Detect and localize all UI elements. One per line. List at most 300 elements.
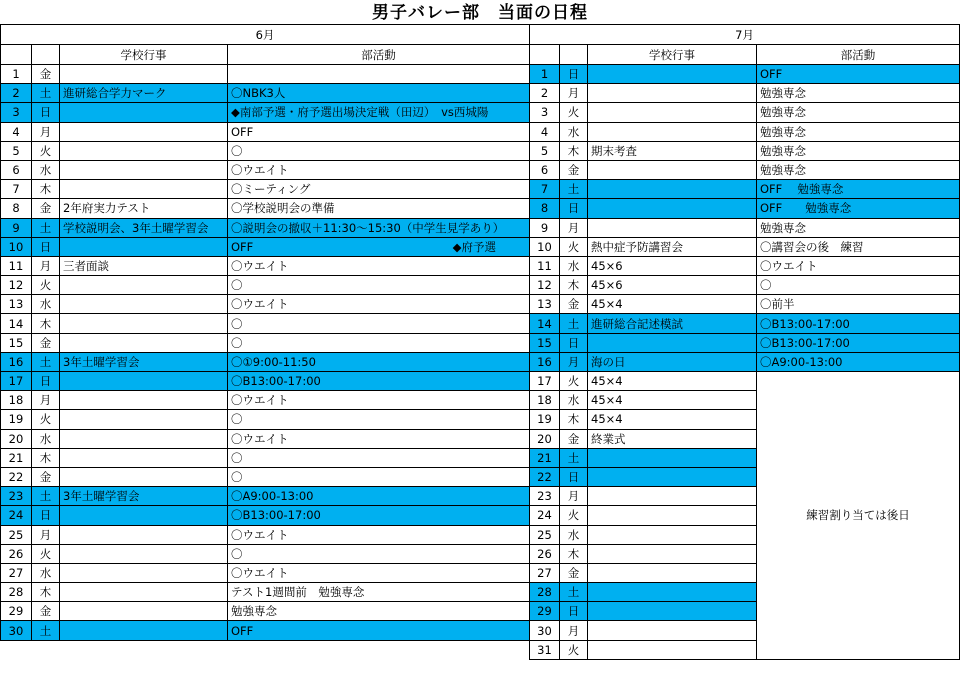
school-event xyxy=(60,180,228,199)
day-number: 1 xyxy=(1,65,32,84)
schedule-row xyxy=(1,487,530,506)
school-event xyxy=(588,448,757,467)
schedule-row xyxy=(1,410,530,429)
weekday: 日 xyxy=(32,372,60,391)
weekday: 火 xyxy=(32,544,60,563)
weekday: 木 xyxy=(32,314,60,333)
club-activity-text: 〇ウエイト xyxy=(760,258,818,273)
school-event xyxy=(60,276,228,295)
school-event xyxy=(60,141,228,160)
day-number: 28 xyxy=(530,583,560,602)
day-number: 13 xyxy=(1,295,32,314)
club-activity xyxy=(228,544,530,563)
club-activity-text: ◆南部予選・府予選出場決定戦（田辺） vs西城陽 xyxy=(231,105,489,120)
schedule-row xyxy=(1,84,530,103)
day-number: 29 xyxy=(1,602,32,621)
schedule-row xyxy=(530,199,960,218)
club-activity-text: 〇A9:00-13:00 xyxy=(231,489,314,504)
club-activity-text: 〇 xyxy=(231,470,243,485)
weekday: 水 xyxy=(560,122,588,141)
day-number: 2 xyxy=(1,84,32,103)
school-event xyxy=(60,295,228,314)
club-activity-text: 勉強専念 xyxy=(760,220,806,235)
day-number: 1 xyxy=(530,65,560,84)
club-activity xyxy=(757,256,960,275)
club-notes-merged: 練習割り当ては後日 xyxy=(757,372,960,660)
schedule-row xyxy=(530,160,960,179)
school-event xyxy=(588,84,757,103)
school-event: 期末考査 xyxy=(588,141,757,160)
weekday: 水 xyxy=(560,256,588,275)
school-event xyxy=(588,621,757,640)
club-activity-text: OFF 勉強専念 xyxy=(760,182,844,197)
schedule-row xyxy=(1,180,530,199)
day-number: 22 xyxy=(530,467,560,486)
weekday: 火 xyxy=(32,141,60,160)
day-number: 19 xyxy=(530,410,560,429)
schedule-row xyxy=(1,314,530,333)
school-event: 45×6 xyxy=(588,276,757,295)
club-activity-text: 〇B13:00-17:00 xyxy=(760,335,850,350)
weekday: 木 xyxy=(560,544,588,563)
club-activity xyxy=(228,65,530,84)
club-activity-text: OFF xyxy=(760,67,783,82)
club-activity-text: 〇 xyxy=(231,412,243,427)
club-activity xyxy=(228,602,530,621)
day-number: 18 xyxy=(1,391,32,410)
weekday: 土 xyxy=(32,621,60,640)
club-activity-text: 〇①9:00-11:50 xyxy=(231,354,316,369)
club-activity xyxy=(757,160,960,179)
day-number: 10 xyxy=(530,237,560,256)
schedule-row xyxy=(1,448,530,467)
club-activity xyxy=(228,141,530,160)
day-column-header xyxy=(530,45,560,65)
weekday: 水 xyxy=(32,295,60,314)
school-events-header: 学校行事 xyxy=(588,45,757,65)
day-number: 2 xyxy=(530,84,560,103)
schedule-row xyxy=(1,563,530,582)
school-event xyxy=(588,487,757,506)
schedule-row xyxy=(1,602,530,621)
weekday: 土 xyxy=(32,84,60,103)
club-activity xyxy=(228,314,530,333)
schedule-row xyxy=(530,256,960,275)
weekday: 日 xyxy=(560,467,588,486)
day-number: 14 xyxy=(530,314,560,333)
club-activity-text: 〇ウエイト xyxy=(231,431,289,446)
day-number: 24 xyxy=(530,506,560,525)
club-activity xyxy=(228,333,530,352)
club-activity-text: 〇 xyxy=(231,316,243,331)
schedule-row xyxy=(530,141,960,160)
club-activity xyxy=(228,429,530,448)
weekday: 日 xyxy=(32,103,60,122)
school-event xyxy=(60,544,228,563)
school-event xyxy=(60,448,228,467)
club-activity-text: OFF xyxy=(231,124,254,139)
club-activity-text: 〇 xyxy=(231,546,243,561)
schedule-row xyxy=(1,237,530,256)
day-number: 11 xyxy=(1,256,32,275)
schedule-row xyxy=(1,276,530,295)
june-schedule-table xyxy=(0,24,530,641)
club-activity xyxy=(228,525,530,544)
day-number: 10 xyxy=(1,237,32,256)
school-event: 進研総合記述模試 xyxy=(588,314,757,333)
day-number: 23 xyxy=(530,487,560,506)
schedule-row xyxy=(1,295,530,314)
school-event: 3年土曜学習会 xyxy=(60,352,228,371)
schedule-row xyxy=(530,218,960,237)
day-number: 20 xyxy=(1,429,32,448)
schedule-row xyxy=(530,276,960,295)
club-activity xyxy=(228,160,530,179)
schedule-row xyxy=(530,295,960,314)
club-activity xyxy=(228,391,530,410)
school-event xyxy=(588,506,757,525)
schedule-row xyxy=(1,141,530,160)
weekday: 日 xyxy=(32,237,60,256)
club-activities-header: 部活動 xyxy=(228,45,530,65)
school-event: 熱中症予防講習会 xyxy=(588,237,757,256)
club-activity-text: 〇B13:00-17:00 xyxy=(760,316,850,331)
club-activity-text: 〇NBK3人 xyxy=(231,86,286,101)
school-event xyxy=(60,372,228,391)
club-activity xyxy=(757,314,960,333)
school-event xyxy=(60,122,228,141)
weekday: 火 xyxy=(32,410,60,429)
club-activity-text: 〇A9:00-13:00 xyxy=(760,354,843,369)
club-activity-text: 勉強専念 xyxy=(760,143,806,158)
club-activity xyxy=(228,506,530,525)
day-number: 9 xyxy=(1,218,32,237)
day-number: 27 xyxy=(1,563,32,582)
day-number: 3 xyxy=(1,103,32,122)
weekday: 金 xyxy=(32,65,60,84)
weekday: 水 xyxy=(32,160,60,179)
weekday: 水 xyxy=(560,391,588,410)
schedule-row xyxy=(530,314,960,333)
club-activity xyxy=(757,103,960,122)
schedule-row xyxy=(1,391,530,410)
weekday: 土 xyxy=(560,180,588,199)
club-activity xyxy=(757,122,960,141)
weekday: 火 xyxy=(32,276,60,295)
day-number: 5 xyxy=(530,141,560,160)
schedule-row xyxy=(1,583,530,602)
school-event xyxy=(588,640,757,659)
schedule-row xyxy=(1,199,530,218)
weekday: 金 xyxy=(560,429,588,448)
school-event xyxy=(60,602,228,621)
weekday: 月 xyxy=(560,621,588,640)
club-activity-text: 〇ウエイト xyxy=(231,163,289,178)
school-event xyxy=(588,544,757,563)
day-number: 15 xyxy=(530,333,560,352)
day-number: 25 xyxy=(530,525,560,544)
schedule-row xyxy=(1,467,530,486)
club-activity-text: 〇学校説明会の準備 xyxy=(231,201,335,216)
school-event xyxy=(60,314,228,333)
club-activity xyxy=(228,180,530,199)
weekday: 木 xyxy=(32,583,60,602)
club-activity xyxy=(228,487,530,506)
school-event: 2年府実力テスト xyxy=(60,199,228,218)
school-event xyxy=(60,333,228,352)
weekday: 金 xyxy=(560,563,588,582)
day-number: 26 xyxy=(530,544,560,563)
weekday: 月 xyxy=(32,122,60,141)
day-number: 17 xyxy=(1,372,32,391)
weekday: 土 xyxy=(560,583,588,602)
schedule-row xyxy=(530,65,960,84)
club-activity xyxy=(757,84,960,103)
club-activity-text: 勉強専念 xyxy=(231,604,277,619)
club-activity xyxy=(228,84,530,103)
day-number: 4 xyxy=(530,122,560,141)
club-activity-text: 〇B13:00-17:00 xyxy=(231,374,321,389)
schedule-row xyxy=(1,218,530,237)
day-number: 23 xyxy=(1,487,32,506)
schedule-row xyxy=(530,372,960,391)
school-event xyxy=(588,218,757,237)
weekday: 月 xyxy=(560,84,588,103)
school-event xyxy=(588,122,757,141)
day-number: 7 xyxy=(1,180,32,199)
club-activity xyxy=(228,352,530,371)
day-number: 15 xyxy=(1,333,32,352)
weekday: 日 xyxy=(32,506,60,525)
day-number: 16 xyxy=(1,352,32,371)
club-activity-text: 〇 xyxy=(231,143,243,158)
club-activity xyxy=(757,237,960,256)
month-header: 7月 xyxy=(530,25,960,45)
club-activity-text: 勉強専念 xyxy=(760,163,806,178)
day-number: 6 xyxy=(530,160,560,179)
school-event: 三者面談 xyxy=(60,256,228,275)
school-event: 海の日 xyxy=(588,352,757,371)
club-activity xyxy=(228,256,530,275)
school-event xyxy=(60,621,228,640)
weekday: 月 xyxy=(560,487,588,506)
day-number: 25 xyxy=(1,525,32,544)
club-activity xyxy=(228,583,530,602)
club-activity-text: 勉強専念 xyxy=(760,86,806,101)
weekday: 金 xyxy=(32,467,60,486)
weekday: 金 xyxy=(560,160,588,179)
weekday: 水 xyxy=(32,429,60,448)
club-activity xyxy=(757,218,960,237)
school-event xyxy=(60,467,228,486)
schedule-row xyxy=(1,525,530,544)
page-title: 男子バレー部 当面の日程 xyxy=(372,3,588,23)
school-event: 45×6 xyxy=(588,256,757,275)
school-event: 進研総合学力マーク xyxy=(60,84,228,103)
weekday: 木 xyxy=(32,448,60,467)
day-number: 30 xyxy=(1,621,32,640)
school-event xyxy=(60,410,228,429)
club-activity xyxy=(228,218,530,237)
school-event xyxy=(60,237,228,256)
schedule-row xyxy=(530,103,960,122)
school-event xyxy=(588,583,757,602)
schedule-row xyxy=(530,237,960,256)
club-activity xyxy=(228,103,530,122)
school-event xyxy=(588,525,757,544)
school-event xyxy=(588,160,757,179)
weekday: 火 xyxy=(560,237,588,256)
schedule-row xyxy=(530,352,960,371)
club-activity xyxy=(757,180,960,199)
weekday: 金 xyxy=(32,199,60,218)
weekday: 月 xyxy=(32,256,60,275)
club-activity-text: 〇 xyxy=(231,335,243,350)
club-activity xyxy=(757,352,960,371)
july-schedule-table xyxy=(529,24,960,660)
school-event xyxy=(60,160,228,179)
schedule-row xyxy=(1,256,530,275)
weekday: 日 xyxy=(560,199,588,218)
day-number: 28 xyxy=(1,583,32,602)
schedule-row xyxy=(530,180,960,199)
day-number: 21 xyxy=(1,448,32,467)
club-activity xyxy=(228,563,530,582)
weekday: 月 xyxy=(560,218,588,237)
weekday: 日 xyxy=(560,602,588,621)
weekday-column-header xyxy=(32,45,60,65)
school-event xyxy=(588,333,757,352)
day-number: 26 xyxy=(1,544,32,563)
weekday: 水 xyxy=(32,563,60,582)
schedule-row xyxy=(1,352,530,371)
day-number: 12 xyxy=(1,276,32,295)
club-activity xyxy=(228,295,530,314)
weekday: 木 xyxy=(560,141,588,160)
weekday: 火 xyxy=(560,103,588,122)
school-event: 3年土曜学習会 xyxy=(60,487,228,506)
school-event xyxy=(588,467,757,486)
school-event: 終業式 xyxy=(588,429,757,448)
schedule-row xyxy=(1,122,530,141)
club-activity-text: 〇ミーティング xyxy=(231,182,311,197)
club-activity-text: テスト1週間前 勉強専念 xyxy=(231,585,365,600)
day-number: 29 xyxy=(530,602,560,621)
weekday: 月 xyxy=(32,391,60,410)
club-activity-text: 〇前半 xyxy=(760,297,795,312)
schedule-row xyxy=(530,84,960,103)
school-event: 学校説明会、3年土曜学習会 xyxy=(60,218,228,237)
day-number: 24 xyxy=(1,506,32,525)
day-number: 13 xyxy=(530,295,560,314)
day-number: 4 xyxy=(1,122,32,141)
schedule-row xyxy=(1,65,530,84)
weekday: 火 xyxy=(560,506,588,525)
club-activity xyxy=(228,448,530,467)
club-activity xyxy=(757,141,960,160)
weekday: 土 xyxy=(560,448,588,467)
club-activity-text: 〇ウエイト xyxy=(231,527,289,542)
club-activity-text: OFF xyxy=(231,239,254,254)
club-activity xyxy=(757,276,960,295)
club-activity-text: 〇講習会の後 練習 xyxy=(760,239,864,254)
club-activity xyxy=(757,199,960,218)
weekday: 金 xyxy=(32,602,60,621)
weekday: 土 xyxy=(32,352,60,371)
club-activity xyxy=(228,199,530,218)
weekday: 土 xyxy=(560,314,588,333)
weekday: 火 xyxy=(560,640,588,659)
school-event xyxy=(60,583,228,602)
day-number: 5 xyxy=(1,141,32,160)
schedule-row xyxy=(1,506,530,525)
club-activity-text: 〇 xyxy=(231,450,243,465)
club-activity-text: 勉強専念 xyxy=(760,105,806,120)
school-event xyxy=(588,65,757,84)
club-activity xyxy=(228,621,530,640)
weekday: 土 xyxy=(32,218,60,237)
club-activity xyxy=(228,467,530,486)
school-event xyxy=(60,391,228,410)
school-event xyxy=(588,103,757,122)
school-event: 45×4 xyxy=(588,372,757,391)
schedule-row xyxy=(1,429,530,448)
club-activity xyxy=(228,237,530,256)
day-number: 31 xyxy=(530,640,560,659)
weekday: 月 xyxy=(560,352,588,371)
day-number: 16 xyxy=(530,352,560,371)
school-event xyxy=(60,506,228,525)
club-activity-text: 〇 xyxy=(760,278,772,293)
club-activity-text: 〇ウエイト xyxy=(231,258,289,273)
schedule-row xyxy=(1,621,530,640)
school-event xyxy=(588,602,757,621)
day-number: 22 xyxy=(1,467,32,486)
club-activity xyxy=(757,333,960,352)
school-event xyxy=(588,180,757,199)
month-header: 6月 xyxy=(1,25,530,45)
weekday: 木 xyxy=(32,180,60,199)
day-number: 18 xyxy=(530,391,560,410)
day-number: 27 xyxy=(530,563,560,582)
day-column-header xyxy=(1,45,32,65)
weekday: 月 xyxy=(32,525,60,544)
schedule-row xyxy=(1,103,530,122)
weekday: 金 xyxy=(32,333,60,352)
club-activity xyxy=(228,410,530,429)
club-activity xyxy=(228,276,530,295)
club-activity xyxy=(757,65,960,84)
weekday: 木 xyxy=(560,276,588,295)
day-number: 21 xyxy=(530,448,560,467)
club-activity-extra: ◆府予選 xyxy=(452,239,496,254)
day-number: 19 xyxy=(1,410,32,429)
school-event xyxy=(588,563,757,582)
school-event xyxy=(60,525,228,544)
day-number: 17 xyxy=(530,372,560,391)
day-number: 6 xyxy=(1,160,32,179)
club-activity-text: 〇ウエイト xyxy=(231,297,289,312)
day-number: 12 xyxy=(530,276,560,295)
school-event: 45×4 xyxy=(588,391,757,410)
schedule-row xyxy=(530,122,960,141)
club-activity xyxy=(228,372,530,391)
club-activity-text: OFF 勉強専念 xyxy=(760,201,852,216)
weekday: 日 xyxy=(560,333,588,352)
day-number: 7 xyxy=(530,180,560,199)
day-number: 8 xyxy=(1,199,32,218)
club-activity-text: OFF xyxy=(231,623,254,638)
